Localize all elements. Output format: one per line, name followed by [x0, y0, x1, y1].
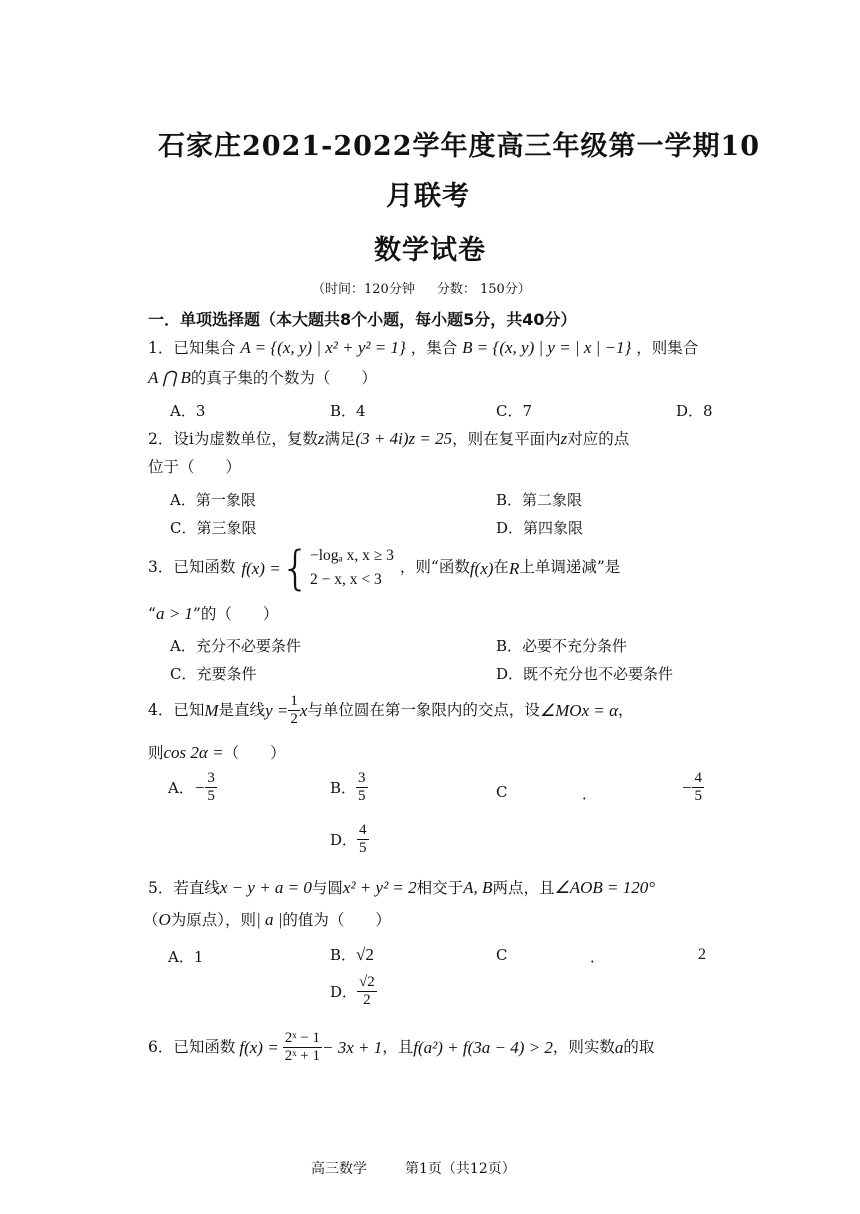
option-label: B．	[330, 779, 357, 798]
option-fraction	[357, 974, 377, 1010]
option-fraction	[357, 822, 369, 858]
q1-intersection: A ⋂ B	[148, 368, 191, 387]
q3-line1	[148, 541, 621, 596]
q2-line2: 位于（ ）	[148, 458, 242, 476]
option-label: D．	[330, 831, 358, 850]
q4-line2	[148, 744, 286, 762]
q4-var-m: M	[204, 701, 219, 721]
q5-points: A, B	[463, 878, 493, 897]
footer-subject: 高三数学	[311, 1161, 367, 1177]
q4-cos: cos 2α =	[163, 743, 224, 762]
q4-line-eq: y =	[265, 701, 289, 721]
q6-text: ，则实数	[552, 1038, 615, 1056]
frac-num: 1	[288, 693, 300, 711]
q4-text: 则	[148, 744, 164, 762]
page-subtitle: 数学试卷	[374, 235, 486, 266]
q5-text: 的值为（ ）	[282, 911, 391, 929]
q1-line1	[148, 339, 698, 357]
q3-text: “	[148, 605, 156, 623]
q5-text: 两点，且	[492, 879, 555, 897]
q6-tail: − 3x + 1	[321, 1038, 383, 1058]
q4-text: 4．已知	[148, 701, 205, 719]
q1-set-a: A = {(x, y) | x² + y² = 1}	[240, 338, 406, 357]
q6-function: f(x) =	[239, 1038, 279, 1058]
q2-line1	[148, 430, 629, 448]
q4-option-c-dot: ．	[582, 785, 598, 803]
q5-text: （	[143, 911, 159, 929]
option-label: D．	[330, 983, 358, 1002]
q3-option-d: D．既不充分也不必要条件	[496, 665, 674, 683]
q5-option-a: A．1	[168, 948, 204, 966]
q4-fraction	[288, 693, 300, 729]
q4-option-b	[330, 770, 368, 806]
q1-option-a: A．3	[170, 402, 206, 420]
option-sign: −	[193, 777, 206, 797]
q6-inequality: f(a²) + f(3a − 4) > 2	[413, 1038, 553, 1058]
frac-den: 5	[694, 788, 702, 805]
exam-time: （时间：120分钟	[312, 282, 415, 297]
option-sign: −	[681, 777, 693, 797]
q3-case1: −logₐ x, x ≥ 3	[309, 547, 394, 564]
q2-text: 2．设i为虚数单位，复数	[148, 430, 318, 448]
q5-text: 为原点），则	[170, 911, 257, 929]
q3-brace: {	[280, 541, 310, 596]
q4-option-c	[681, 770, 704, 806]
q5-text: 5．若直线	[148, 879, 220, 897]
q1-option-c: C．7	[496, 402, 533, 420]
q6-var-a: a	[614, 1038, 624, 1058]
q6-fraction	[283, 1030, 322, 1066]
frac-num: 3	[205, 770, 217, 788]
page-footer	[311, 1158, 554, 1178]
q4-text: ，	[618, 701, 634, 719]
q1-text: ，集合	[410, 339, 458, 357]
option-label: B．	[330, 946, 357, 964]
q3-text: 上单调递减”是	[519, 558, 621, 577]
exam-score: 分数： 150分）	[436, 282, 531, 297]
q2-text: ，则在复平面内	[452, 430, 561, 448]
q5-option-c-dot: ．	[590, 948, 606, 966]
q2-text: 满足	[324, 430, 356, 448]
frac-den: 5	[359, 840, 367, 857]
frac-den: 2ˣ + 1	[284, 1048, 320, 1065]
q3-line2	[148, 605, 278, 623]
q4-text: （ ）	[223, 744, 286, 762]
q2-text: 对应的点	[567, 430, 630, 448]
q3-text: 3．已知函数	[148, 558, 236, 577]
q5-option-c-label: C	[496, 946, 508, 964]
q1-text: ，则集合	[636, 339, 699, 357]
q2-equation: (3 + 4i)z = 25	[355, 429, 453, 448]
q3-function: f(x) =	[241, 558, 281, 578]
q5-circle-eq: x² + y² = 2	[342, 878, 417, 897]
q3-option-c: C．充要条件	[170, 665, 257, 683]
q2-option-d: D．第四象限	[496, 519, 584, 537]
q2-var-z: z	[317, 429, 325, 448]
exam-meta	[312, 278, 553, 297]
q2-option-a: A．第一象限	[170, 491, 256, 509]
frac-num: 2ˣ − 1	[283, 1030, 322, 1048]
q3-var-r: R	[508, 558, 520, 578]
q6-text: 6．已知函数	[148, 1038, 236, 1056]
frac-den: 2	[363, 992, 371, 1009]
frac-den: 2	[290, 711, 298, 728]
q3-case2: 2 − x, x < 3	[309, 571, 382, 589]
q1-option-b: B．4	[330, 402, 366, 420]
q5-abs-a: | a |	[256, 910, 283, 929]
q3-option-b: B．必要不充分条件	[496, 637, 628, 655]
q5-option-c: 2	[698, 946, 706, 963]
frac-num: 4	[357, 822, 369, 840]
q2-var-z: z	[560, 429, 568, 448]
q4-text: 是直线	[218, 701, 266, 719]
q6-text: ，且	[382, 1038, 414, 1056]
frac-den: 5	[358, 788, 366, 805]
option-fraction	[356, 770, 368, 806]
q1-option-d: D．8	[676, 402, 713, 420]
q4-line1	[148, 693, 634, 729]
frac-num: √2	[357, 974, 377, 992]
option-value: √2	[356, 945, 374, 964]
q5-text: 相交于	[416, 879, 464, 897]
q5-text: 与圆	[311, 879, 343, 897]
q3-text: ，则“函数	[399, 558, 470, 577]
q5-origin: O	[158, 910, 171, 929]
q3-option-a: A．充分不必要条件	[170, 637, 301, 655]
page-title-line2: 月联考	[386, 181, 470, 212]
q3-text: 在	[493, 558, 509, 577]
q5-option-b	[330, 944, 374, 965]
page-title-line1: 石家庄2021-2022学年度高三年级第一学期10	[158, 131, 761, 162]
q5-option-d	[330, 974, 377, 1010]
option-fraction	[205, 770, 217, 806]
option-label: A．	[168, 779, 194, 798]
frac-den: 5	[207, 788, 215, 805]
q1-line2	[148, 369, 377, 387]
q6-line1	[148, 1030, 654, 1066]
q5-angle: ∠AOB = 120°	[554, 878, 656, 897]
q4-var-x: x	[299, 701, 308, 721]
option-fraction	[692, 770, 704, 806]
q4-option-a	[168, 770, 217, 806]
q3-text: ”的（ ）	[192, 605, 279, 623]
frac-num: 3	[356, 770, 368, 788]
q5-line1	[148, 879, 655, 897]
q3-function: f(x)	[469, 558, 494, 578]
q3-condition: a > 1	[155, 604, 193, 623]
footer-page-number: 第1页（共12页）	[405, 1161, 516, 1177]
q4-option-d	[330, 822, 369, 858]
q2-option-c: C．第三象限	[170, 519, 257, 537]
frac-num: 4	[692, 770, 704, 788]
q6-text: 的取	[623, 1038, 655, 1056]
section-heading: 一．单项选择题（本大题共8个小题，每小题5分，共40分）	[148, 310, 577, 329]
q4-text: 与单位圆在第一象限内的交点，设	[307, 701, 540, 719]
q5-line2	[143, 911, 391, 929]
q5-line-eq: x − y + a = 0	[219, 878, 312, 897]
q1-text: 的真子集的个数为（ ）	[190, 369, 377, 387]
q1-set-b: B = {(x, y) | y = | x | −1}	[462, 338, 632, 357]
q4-angle: ∠MOx = α	[539, 701, 619, 721]
q1-text: 1．已知集合	[148, 339, 236, 357]
q2-option-b: B．第二象限	[496, 491, 583, 509]
q4-option-c-label: C	[496, 783, 508, 801]
q3-piecewise	[310, 544, 394, 592]
